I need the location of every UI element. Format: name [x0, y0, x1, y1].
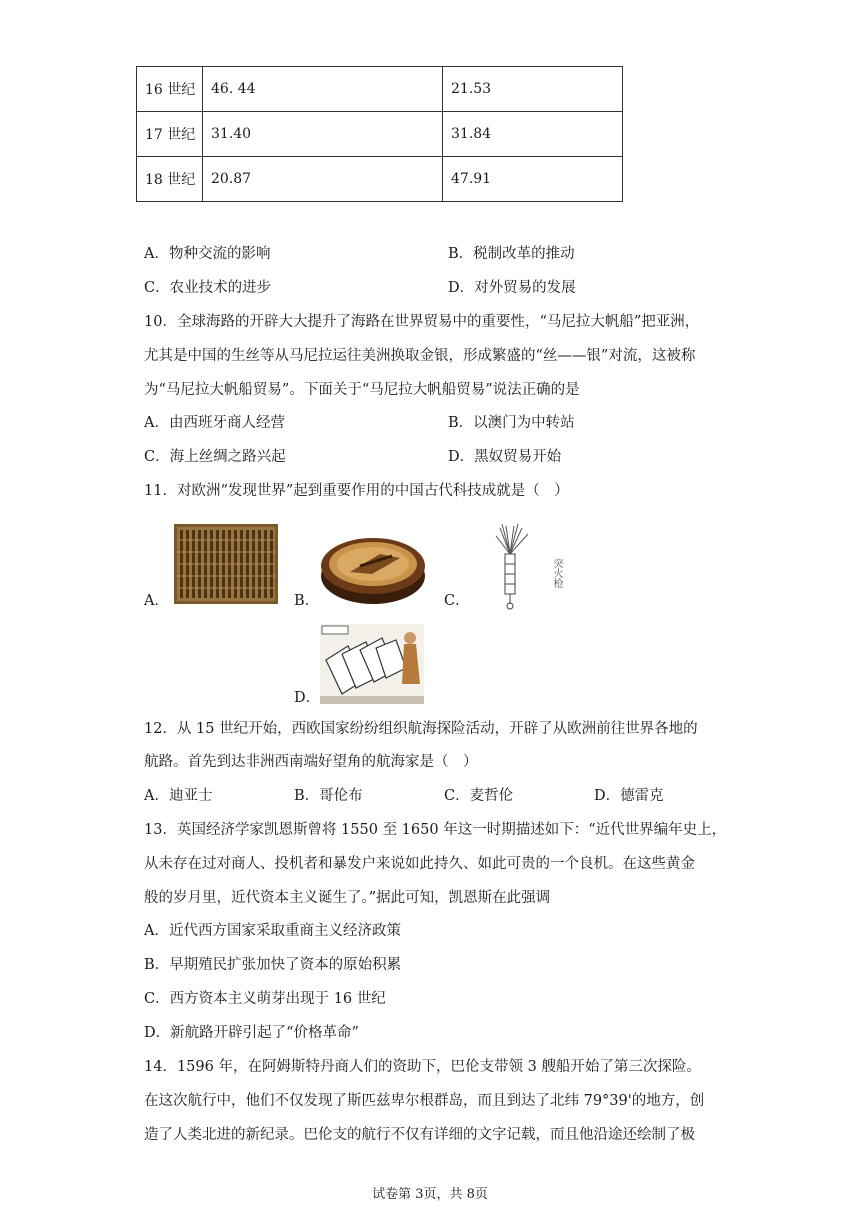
q11-option-d[interactable]: D．: [294, 690, 321, 706]
table-cell: 31.84: [443, 112, 623, 157]
q14-stem-line: 造了人类北进的新纪录。巴伦支的航行不仅有详细的文字记载，而且他沿途还绘制了极: [144, 1127, 695, 1143]
q9-option-c[interactable]: C．农业技术的进步: [144, 280, 272, 296]
q12-option-c[interactable]: C．麦哲伦: [444, 788, 514, 804]
q11-option-c[interactable]: C．: [444, 593, 470, 609]
q11-option-a[interactable]: A．: [144, 593, 169, 609]
q9-option-b[interactable]: B．税制改革的推动: [448, 246, 575, 262]
q14-stem-line: 14．1596 年，在阿姆斯特丹商人们的资助下，巴伦支带领 3 艘船开始了第三次探险。: [144, 1059, 701, 1075]
q10-option-d[interactable]: D．黑奴贸易开始: [448, 449, 562, 465]
table-cell: 16 世纪: [137, 67, 203, 112]
table-cell: 47.91: [443, 157, 623, 202]
q13-stem-line: 从未存在过对商人、投机者和暴发户来说如此持久、如此可贵的一个良机。在这些黄金: [144, 856, 695, 872]
page-footer: 试卷第 3页，共 8页: [372, 1187, 488, 1202]
q11-option-b[interactable]: B．: [294, 593, 320, 609]
q13-stem-line: 13．英国经济学家凯恩斯曾将 1550 至 1650 年这一时期描述如下：“近代世界编年史上，: [144, 822, 727, 838]
table-cell: 31.40: [203, 112, 443, 157]
q11-stem: 11．对欧洲“发现世界”起到重要作用的中国古代科技成就是（ ）: [144, 483, 569, 499]
q13-option-d[interactable]: D．新航路开辟引起了“价格革命”: [144, 1025, 359, 1041]
fire-lance-caption: 突火枪: [551, 558, 562, 588]
q9-option-a[interactable]: A．物种交流的影响: [144, 246, 271, 262]
q12-stem-line: 12．从 15 世纪开始，西欧国家纷纷组织航海探险活动，开辟了从欧洲前往世界各地的: [144, 721, 698, 737]
data-table: [136, 66, 623, 202]
q13-option-a[interactable]: A．近代西方国家采取重商主义经济政策: [144, 923, 401, 939]
table-cell: 17 世纪: [137, 112, 203, 157]
q13-option-c[interactable]: C．西方资本主义萌芽出现于 16 世纪: [144, 991, 386, 1007]
q13-stem-line: 般的岁月里，近代资本主义诞生了。”据此可知，凯恩斯在此强调: [144, 890, 551, 906]
compass-image: [320, 532, 426, 606]
table-cell: 21.53: [443, 67, 623, 112]
q10-stem-line: 10．全球海路的开辟大大提升了海路在世界贸易中的重要性，“马尼拉大帆船”把亚洲，: [144, 314, 700, 330]
table-row: [137, 112, 623, 157]
q10-option-c[interactable]: C．海上丝绸之路兴起: [144, 449, 286, 465]
q12-stem-line: 航路。首先到达非洲西南端好望角的航海家是（ ）: [144, 754, 478, 770]
q12-option-b[interactable]: B．哥伦布: [294, 788, 363, 804]
q10-option-b[interactable]: B．以澳门为中转站: [448, 415, 575, 431]
papermaking-image: [320, 624, 424, 704]
table-cell: 46. 44: [203, 67, 443, 112]
q10-stem-line: 为“马尼拉大帆船贸易”。下面关于“马尼拉大帆船贸易”说法正确的是: [144, 382, 580, 398]
table-cell: 18 世纪: [137, 157, 203, 202]
q12-option-d[interactable]: D．德雷克: [594, 788, 664, 804]
table-cell: 20.87: [203, 157, 443, 202]
table-row: [137, 67, 623, 112]
movable-type-image: [174, 524, 278, 604]
table-row: [137, 157, 623, 202]
q10-stem-line: 尤其是中国的生丝等从马尼拉运往美洲换取金银，形成繁盛的“丝——银”对流，这被称: [144, 348, 696, 364]
q14-stem-line: 在这次航行中，他们不仅发现了斯匹兹卑尔根群岛，而且到达了北纬 79°39'的地方，创: [144, 1093, 705, 1109]
q9-option-d[interactable]: D．对外贸易的发展: [448, 280, 576, 296]
q13-option-b[interactable]: B．早期殖民扩张加快了资本的原始积累: [144, 957, 402, 973]
q12-option-a[interactable]: A．迪亚士: [144, 788, 213, 804]
q10-option-a[interactable]: A．由西班牙商人经营: [144, 415, 285, 431]
